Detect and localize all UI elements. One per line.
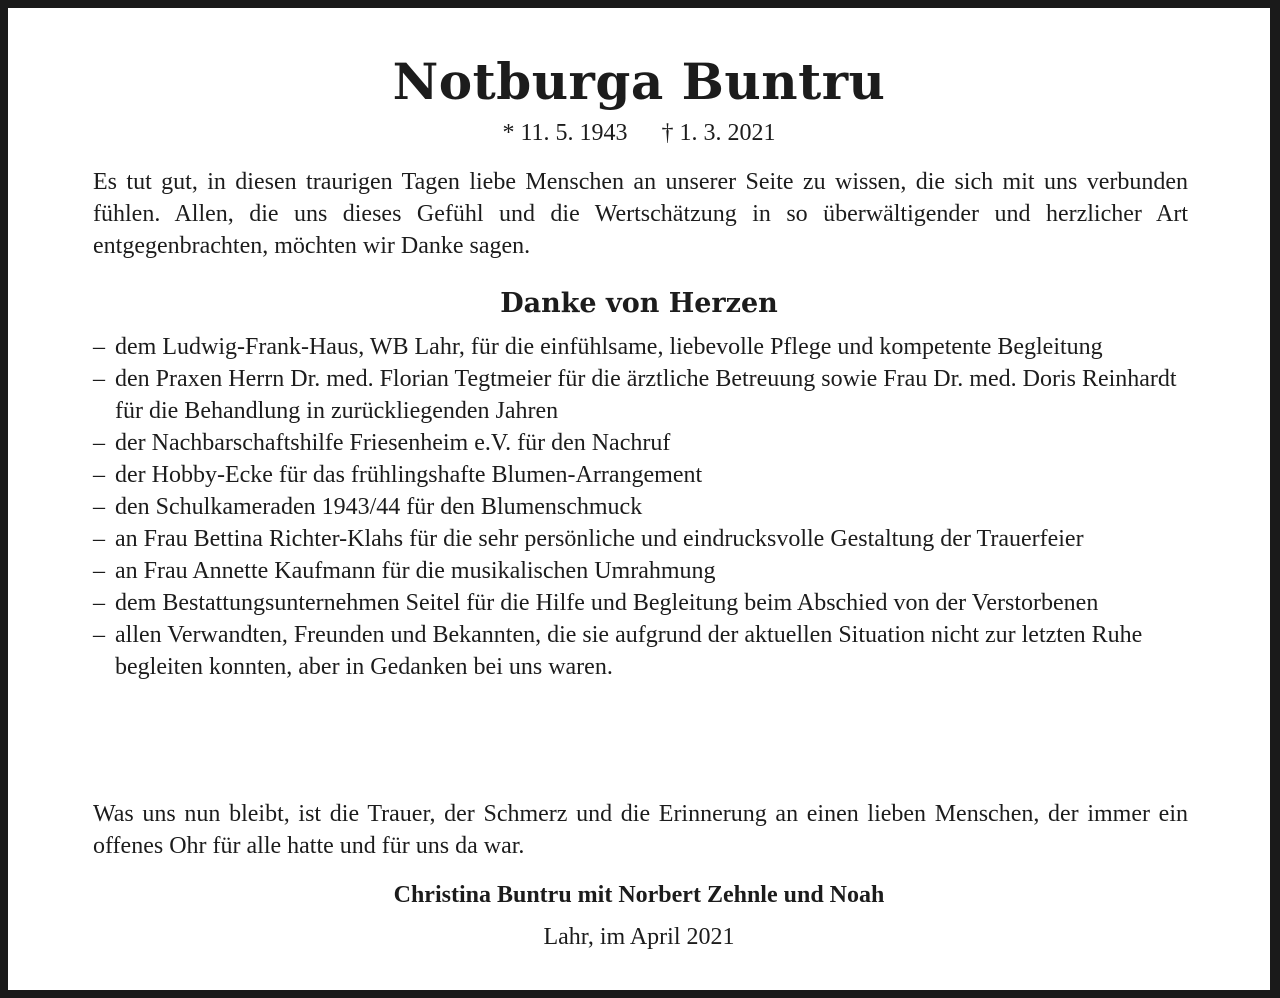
list-dash: – [93, 494, 105, 520]
list-item-text: dem Ludwig-Frank-Haus, WB Lahr, für die einfühlsame, liebevolle Pflege und kompetente Begleitung [115, 334, 1103, 360]
list-item [93, 587, 1193, 619]
closing-paragraph: Was uns nun bleibt, ist die Trauer, der Schmerz und die Erinnerung an einen lieben Menschen, der immer ein offenes Ohr für alle hatte und für uns da war. [93, 801, 1188, 859]
deceased-name: Notburga Buntru [392, 52, 886, 111]
list-item-text: den Praxen Herrn Dr. med. Florian Tegtmeier für die ärztliche Betreuung sowie Frau Dr. med. Doris Reinhardt für die Behandlung in zurückliegenden Jahren [115, 366, 1177, 424]
list-dash: – [93, 622, 105, 648]
intro-paragraph: Es tut gut, in diesen traurigen Tagen liebe Menschen an unserer Seite zu wissen, die sich mit uns verbunden fühlen. Allen, die uns dieses Gefühl und die Wertschätzung in so überwältigender und herzlicher Art entgegenbrachten, möchten wir Danke sagen. [93, 169, 1188, 259]
list-item [93, 331, 1193, 363]
list-item-text: der Nachbarschaftshilfe Friesenheim e.V. für den Nachruf [115, 430, 671, 456]
list-item [93, 555, 1193, 587]
list-item-text: an Frau Annette Kaufmann für die musikalischen Umrahmung [115, 558, 716, 584]
list-item [93, 619, 1193, 683]
list-item [93, 523, 1193, 555]
list-dash: – [93, 462, 105, 488]
list-item [93, 363, 1193, 427]
life-dates [8, 118, 1270, 148]
obituary-notice [8, 8, 1270, 990]
list-item [93, 427, 1193, 459]
list-item-text: allen Verwandten, Freunden und Bekannten, die sie aufgrund der aktuellen Situation nicht zur letzten Ruhe begleiten konnten, aber in Gedanken bei uns waren. [115, 622, 1143, 680]
list-dash: – [93, 558, 105, 584]
list-item-text: dem Bestattungsunternehmen Seitel für die Hilfe und Begleitung beim Abschied von der Verstorbenen [115, 590, 1099, 616]
list-item-text: den Schulkameraden 1943/44 für den Blumenschmuck [115, 494, 643, 520]
thanks-heading: Danke von Herzen [500, 288, 778, 319]
list-dash: – [93, 430, 105, 456]
list-dash: – [93, 366, 105, 392]
thanks-list [93, 331, 1193, 683]
birth-date: * 11. 5. 1943 [502, 120, 628, 146]
list-item-text: an Frau Bettina Richter-Klahs für die sehr persönliche und eindrucksvolle Gestaltung der Trauerfeier [115, 526, 1084, 552]
list-item [93, 459, 1193, 491]
list-dash: – [93, 590, 105, 616]
list-dash: – [93, 526, 105, 552]
signature: Christina Buntru mit Norbert Zehnle und Noah [393, 882, 885, 908]
place-date: Lahr, im April 2021 [543, 924, 735, 950]
list-item [93, 491, 1193, 523]
list-item-text: der Hobby-Ecke für das frühlingshafte Blumen-Arrangement [115, 462, 703, 488]
list-dash: – [93, 334, 105, 360]
death-date: † 1. 3. 2021 [661, 120, 776, 146]
